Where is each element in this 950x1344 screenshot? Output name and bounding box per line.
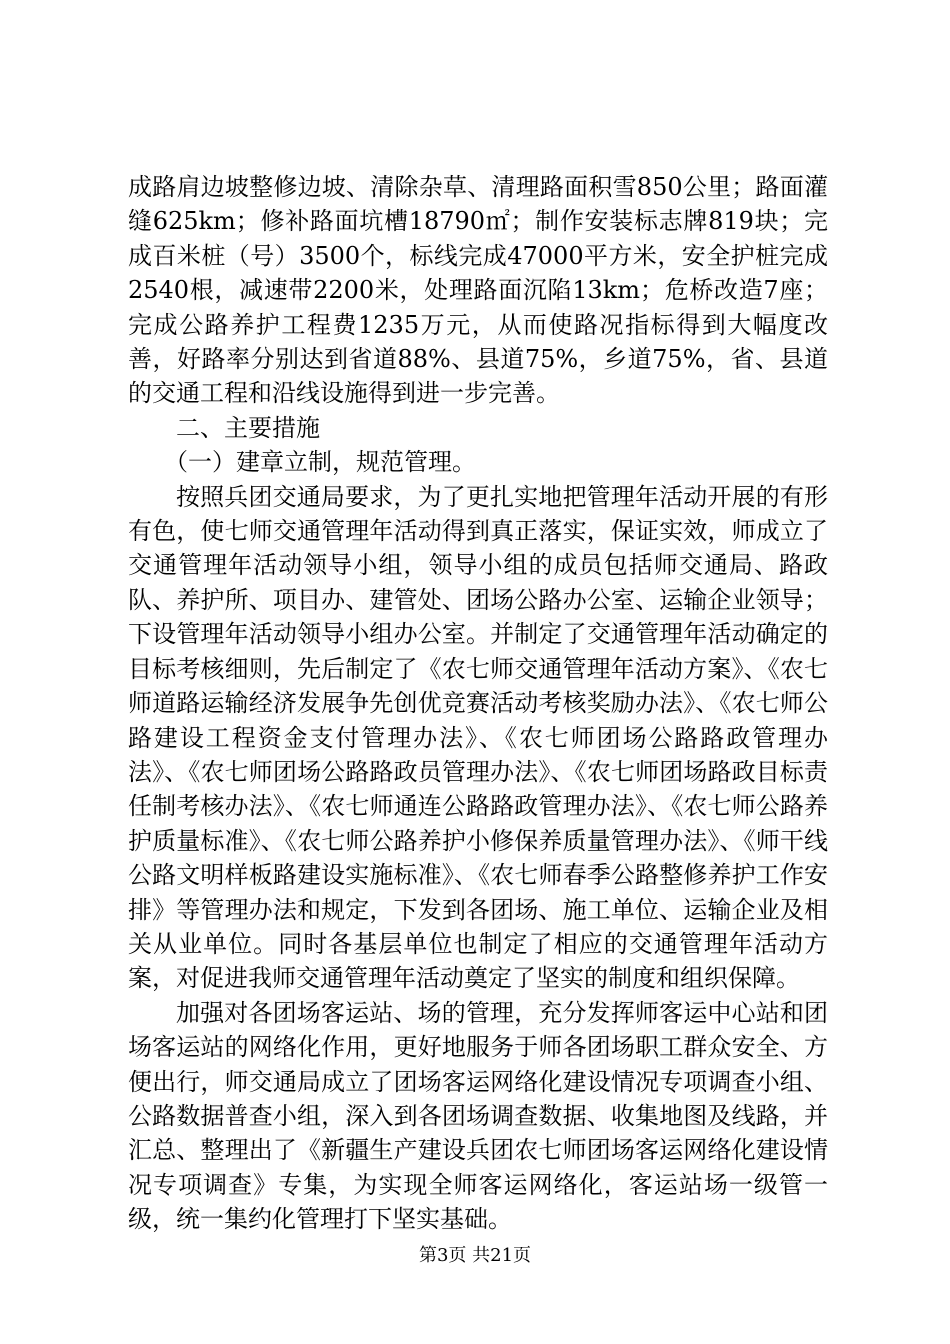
paragraph-management-year: 按照兵团交通局要求，为了更扎实地把管理年活动开展的有形有色，使七师交通管理年活动得到真正落实，保证实效，师成立了交通管理年活动领导小组，领导小组的成员包括师交通局、路政队、养护所、项目办、建管处、团场公路办公室、运输企业领导；下设管理年活动领导小组办公室。并制定了交通管理年活动确定的目标考核细则，先后制定了《农七师交通管理年活动方案》、《农七师道路运输经济发展争先创优竞赛活动考核奖励办法》、《农七师公路建设工程资金支付管理办法》、《农七师团场公路路政管理办法》、《农七师团场公路路政员管理办法》、《农七师团场路政目标责任制考核办法》、《农七师通连公路路政管理办法》、《农七师公路养护质量标准》、《农七师公路养护小修保养质量管理办法》、《师干线公路文明样板路建设实施标准》、《农七师春季公路整修养护工作安排》等管理办法和规定，下发到各团场、施工单位、运输企业及相关从业单位。同时各基层单位也制定了相应的交通管理年活动方案，对促进我师交通管理年活动奠定了坚实的制度和组织保障。 — [128, 482, 828, 993]
subsection-heading-regulations: （一）建章立制，规范管理。 — [164, 448, 476, 477]
section-heading-main-measures: 二、主要措施 — [176, 413, 320, 442]
paragraph-maintenance-results: 成路肩边坡整修边坡、清除杂草、清理路面积雪850公里；路面灌缝625km；修补路面坑槽18790㎡；制作安装标志牌819块；完成百米桩（号）3500个，标线完成47000平方米，安全护桩完成2540根，减速带2200米，处理路面沉陷13km；危桥改造7座；完成公路养护工程费1235万元，从而使路况指标得到大幅度改善，好路率分别达到省道88%、县道75%，乡道75%，省、县道的交通工程和沿线设施得到进一步完善。 — [128, 173, 828, 408]
page-footer: 第3页 共21页 — [418, 1245, 532, 1266]
document-body — [128, 170, 828, 1237]
paragraph-passenger-stations: 加强对各团场客运站、场的管理，充分发挥师客运中心站和团场客运站的网络化作用，更好地服务于师各团场职工群众安全、方便出行，师交通局成立了团场客运网络化建设情况专项调查小组、公路数据普查小组，深入到各团场调查数据、收集地图及线路，并汇总、整理出了《新疆生产建设兵团农七师团场客运网络化建设情况专项调查》专集，为实现全师客运网络化，客运站场一级管一级，统一集约化管理打下坚实基础。 — [128, 998, 828, 1234]
